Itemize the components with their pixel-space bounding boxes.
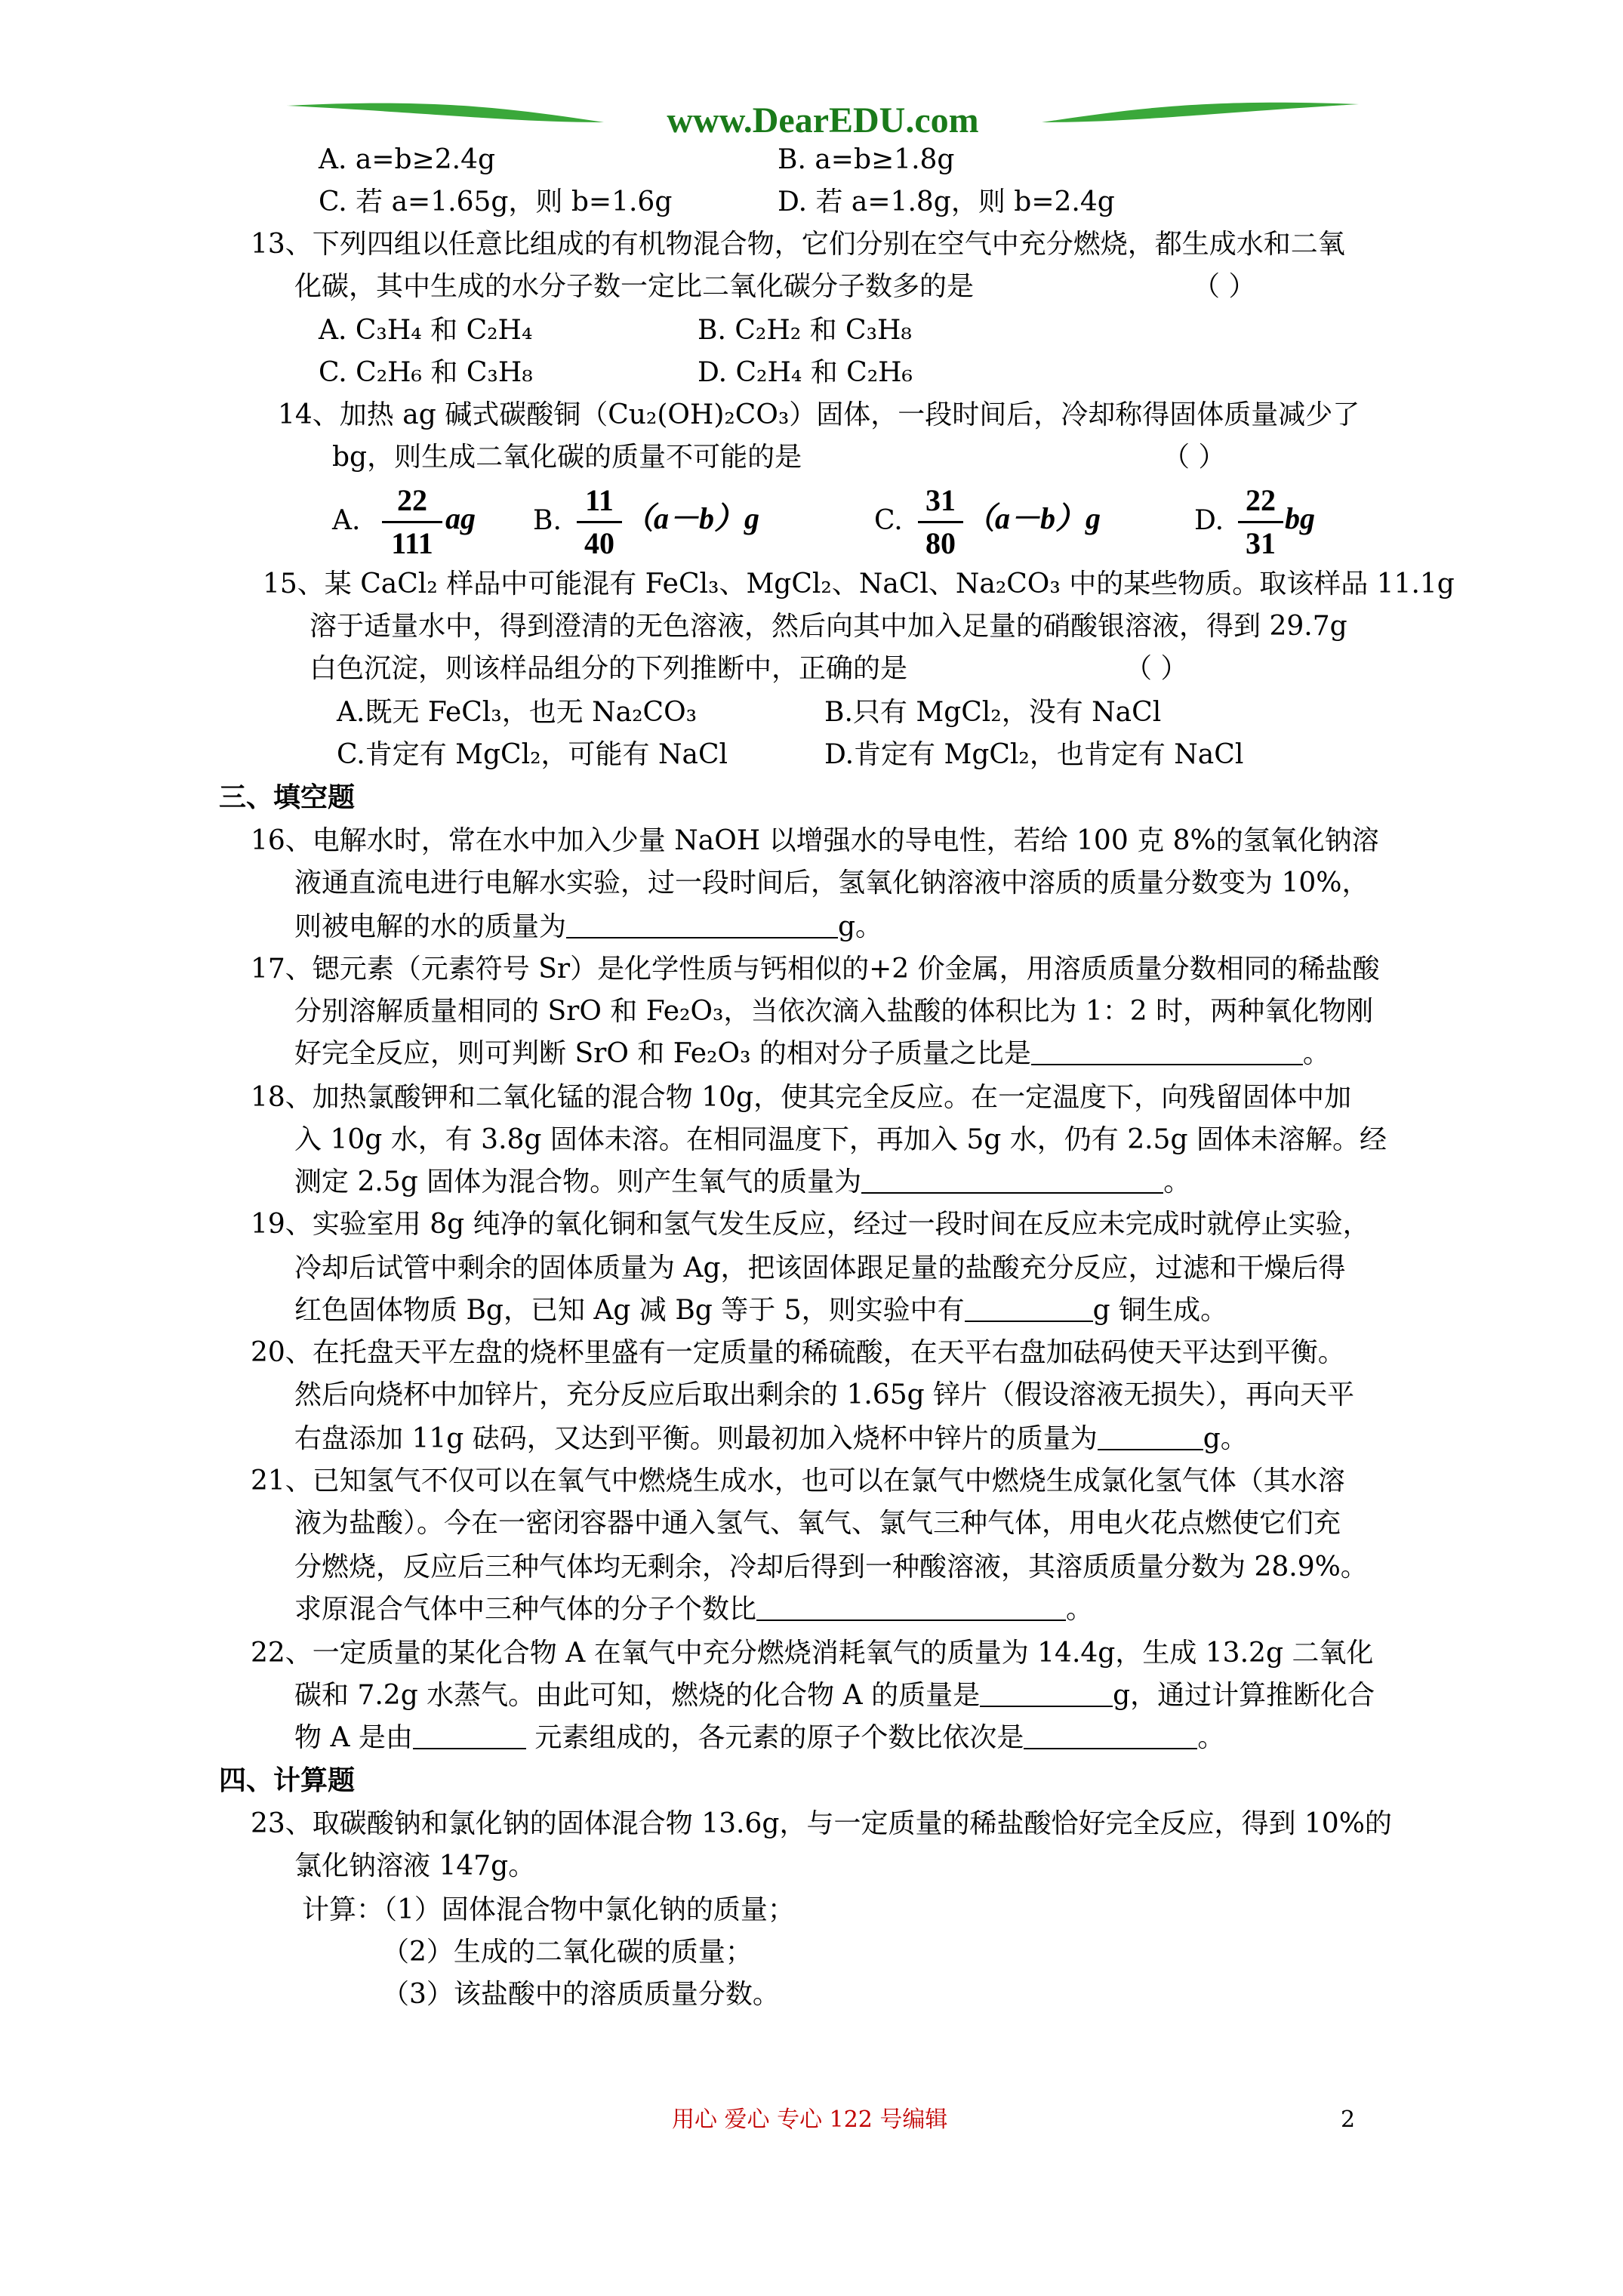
fraction-bar <box>577 521 622 523</box>
q17-line3-text: 好完全反应，则可判断 SrO 和 Fe₂O₃ 的相对分子质量之比是 <box>294 1038 1031 1069</box>
q16-line1: 16、电解水时，常在水中加入少量 NaOH 以增强水的导电性，若给 100 克 8%的氢氧化钠溶 <box>251 825 1379 856</box>
q19-line3-text: 红色固体物质 Bg，已知 Ag 减 Bg 等于 5，则实验中有 <box>294 1295 965 1326</box>
q14-d-numerator: 22 <box>1246 483 1276 517</box>
fraction-bar <box>918 521 963 523</box>
q13-line2: 化碳，其中生成的水分子数一定比二氧化碳分子数多的是 <box>294 271 975 302</box>
q20-line2: 然后向烧杯中加锌片，充分反应后取出剩余的 1.65g 锌片（假设溶液无损失），再向天平 <box>294 1379 1355 1410</box>
q22-answer-blank-ratio[interactable] <box>1024 1722 1197 1749</box>
q22-line2-rest: g，通过计算推断化合 <box>1113 1680 1375 1711</box>
q15-paren: （ ） <box>1125 653 1188 684</box>
q14-option-d-label: D. <box>1194 505 1224 536</box>
q15-option-c: C.肯定有 MgCl₂，可能有 NaCl <box>337 739 728 770</box>
q15-option-a: A.既无 FeCl₃，也无 Na₂CO₃ <box>337 697 698 728</box>
q14-option-c-label: C. <box>874 505 903 536</box>
q19-line3-end: g 铜生成。 <box>1092 1295 1228 1326</box>
fraction-bar <box>382 521 442 523</box>
q15-option-b: B.只有 MgCl₂，没有 NaCl <box>824 697 1162 728</box>
q21-line1: 21、已知氢气不仅可以在氧气中燃烧生成水，也可以在氯气中燃烧生成氯化氢气体（其水溶 <box>251 1465 1345 1496</box>
header-logo-text: www.DearEDU.com <box>667 100 979 140</box>
q14-d-denominator: 31 <box>1246 526 1276 560</box>
q16-line3-unit: g。 <box>838 911 883 942</box>
q14-b-numerator: 11 <box>585 483 614 517</box>
q23-line1: 23、取碳酸钠和氯化钠的固体混合物 13.6g，与一定质量的稀盐酸恰好完全反应，得到 10%的 <box>251 1808 1392 1839</box>
q12-option-b: B. a=b≥1.8g <box>778 144 955 175</box>
q14-option-c-fraction <box>918 483 963 561</box>
q21-answer-blank[interactable] <box>756 1594 1066 1621</box>
q14-option-a-label: A. <box>332 505 361 536</box>
q18-line3-text: 测定 2.5g 固体为混合物。则产生氧气的质量为 <box>294 1166 862 1197</box>
q23-line3: 计算：（1）固体混合物中氯化钠的质量； <box>302 1894 795 1925</box>
q22-line3 <box>294 1721 1224 1755</box>
q14-option-c-expr: （a－b）g <box>965 501 1101 535</box>
q22-line3-text: 物 A 是由 <box>294 1722 413 1753</box>
section-heading-fill-in: 三、填空题 <box>219 781 356 813</box>
q14-line2: bg，则生成二氧化碳的质量不可能的是 <box>332 442 802 473</box>
q12-option-a: A. a=b≥2.4g <box>319 144 496 175</box>
q16-line3-text: 则被电解的水的质量为 <box>294 911 567 942</box>
q13-option-d: D. C₂H₄ 和 C₂H₆ <box>698 357 913 388</box>
q14-a-denominator: 111 <box>391 526 433 560</box>
q14-option-b-fraction <box>577 483 622 561</box>
q15-line1: 15、某 CaCl₂ 样品中可能混有 FeCl₃、MgCl₂、NaCl、Na₂CO₃ 中的某些物质。取该样品 11.1g <box>263 569 1455 599</box>
q22-answer-blank-elements[interactable] <box>413 1722 526 1749</box>
header-logo <box>287 100 1359 142</box>
q16-line3 <box>294 911 882 944</box>
q21-line2: 液为盐酸）。今在一密闭容器中通入氢气、氧气、氯气三种气体，用电火花点燃使它们充 <box>294 1508 1341 1539</box>
q18-line1: 18、加热氯酸钾和二氧化锰的混合物 10g，使其完全反应。在一定温度下，向残留固体中加 <box>251 1082 1352 1113</box>
q22-line1: 22、一定质量的某化合物 A 在氧气中充分燃烧消耗氧气的质量为 14.4g，生成 13.2g 二氧化 <box>251 1638 1374 1669</box>
q14-a-numerator: 22 <box>397 483 427 517</box>
q20-line3 <box>294 1422 1248 1456</box>
q12-option-c: C. 若 a=1.65g，则 b=1.6g <box>319 186 673 217</box>
q22-answer-blank-mass[interactable] <box>980 1680 1113 1707</box>
q16-answer-blank[interactable] <box>566 911 838 938</box>
q13-option-a: A. C₃H₄ 和 C₂H₄ <box>319 315 533 346</box>
q19-line1: 19、实验室用 8g 纯净的氧化铜和氢气发生反应，经过一段时间在反应未完成时就停止实验， <box>251 1209 1370 1240</box>
q14-option-d-fraction <box>1238 483 1283 561</box>
q21-line4-text: 求原混合气体中三种气体的分子个数比 <box>294 1594 757 1625</box>
q14-option-a-expr: ag <box>445 501 476 535</box>
q22-line3-mid: 元素组成的，各元素的原子个数比依次是 <box>525 1722 1024 1753</box>
q18-line2: 入 10g 水，有 3.8g 固体未溶。在相同温度下，再加入 5g 水，仍有 2.5g 固体未溶解。经 <box>294 1124 1387 1155</box>
q14-option-b-expr: （a－b）g <box>624 501 759 535</box>
q17-line2: 分别溶解质量相同的 SrO 和 Fe₂O₃，当依次滴入盐酸的体积比为 1：2 时，两种氧化物刚 <box>294 996 1374 1027</box>
q20-line1: 20、在托盘天平左盘的烧杯里盛有一定质量的稀硫酸，在天平右盘加砝码使天平达到平衡。 <box>251 1337 1345 1368</box>
q17-line3 <box>294 1037 1330 1071</box>
q17-line1: 17、锶元素（元素符号 Sr）是化学性质与钙相似的+2 价金属，用溶质质量分数相同的稀盐酸 <box>251 954 1380 985</box>
q12-option-d: D. 若 a=1.8g，则 b=2.4g <box>778 186 1115 217</box>
q14-line1: 14、加热 ag 碱式碳酸铜（Cu₂(OH)₂CO₃）固体，一段时间后，冷却称得固体质量减少了 <box>278 399 1360 430</box>
q14-option-d-expr: bg <box>1285 501 1315 535</box>
q21-line3: 分燃烧，反应后三种气体均无剩余，冷却后得到一种酸溶液，其溶质质量分数为 28.9%。 <box>294 1552 1368 1583</box>
q23-line4: （2）生成的二氧化碳的质量； <box>382 1937 753 1968</box>
q22-line3-end: 。 <box>1197 1722 1225 1753</box>
q19-line3 <box>294 1294 1227 1327</box>
q16-line2: 液通直流电进行电解水实验，过一段时间后，氢氧化钠溶液中溶质的质量分数变为 10%， <box>294 868 1369 898</box>
q18-line3 <box>294 1166 1190 1199</box>
q17-line3-end: 。 <box>1302 1038 1330 1069</box>
q15-line3: 白色沉淀，则该样品组分的下列推断中，正确的是 <box>310 653 908 684</box>
q20-line3-end: g。 <box>1203 1423 1248 1454</box>
q13-option-c: C. C₂H₆ 和 C₃H₈ <box>319 357 533 388</box>
q14-b-denominator: 40 <box>584 526 614 560</box>
q22-line2-text: 碳和 7.2g 水蒸气。由此可知，燃烧的化合物 A 的质量是 <box>294 1680 981 1711</box>
q14-c-denominator: 80 <box>925 526 956 560</box>
q17-answer-blank[interactable] <box>1031 1038 1303 1065</box>
q14-option-b-label: B. <box>533 505 562 536</box>
q21-line4-end: 。 <box>1066 1594 1094 1625</box>
q14-c-numerator: 31 <box>925 483 956 517</box>
fraction-bar <box>1238 521 1283 523</box>
q14-paren: （ ） <box>1163 442 1226 473</box>
q18-answer-blank[interactable] <box>861 1166 1163 1194</box>
q23-line2: 氯化钠溶液 147g。 <box>294 1851 536 1881</box>
q21-line4 <box>294 1593 1093 1626</box>
q22-line2 <box>294 1679 1375 1712</box>
q15-line2: 溶于适量水中，得到澄清的无色溶液，然后向其中加入足量的硝酸银溶液，得到 29.7g <box>310 611 1347 642</box>
q18-line3-end: 。 <box>1163 1166 1191 1197</box>
q23-line5: （3）该盐酸中的溶质质量分数。 <box>382 1979 780 2010</box>
page-number: 2 <box>1341 2106 1356 2133</box>
q14-option-a-fraction <box>382 483 442 561</box>
q13-paren: （ ） <box>1193 271 1256 302</box>
q19-line2: 冷却后试管中剩余的固体质量为 Ag，把该固体跟足量的盐酸充分反应，过滤和干燥后得 <box>294 1253 1346 1284</box>
q13-option-b: B. C₂H₂ 和 C₃H₈ <box>698 315 912 346</box>
footer-center-text: 用心 爱心 专心 122 号编辑 <box>672 2106 948 2133</box>
q20-answer-blank[interactable] <box>1098 1423 1203 1450</box>
section-heading-calculation: 四、计算题 <box>219 1764 356 1796</box>
q19-answer-blank[interactable] <box>965 1295 1093 1322</box>
q15-option-d: D.肯定有 MgCl₂，也肯定有 NaCl <box>824 739 1244 770</box>
q20-line3-text: 右盘添加 11g 砝码，又达到平衡。则最初加入烧杯中锌片的质量为 <box>294 1423 1098 1454</box>
q13-line1: 13、下列四组以任意比组成的有机物混合物，它们分别在空气中充分燃烧，都生成水和二氧 <box>251 229 1345 260</box>
